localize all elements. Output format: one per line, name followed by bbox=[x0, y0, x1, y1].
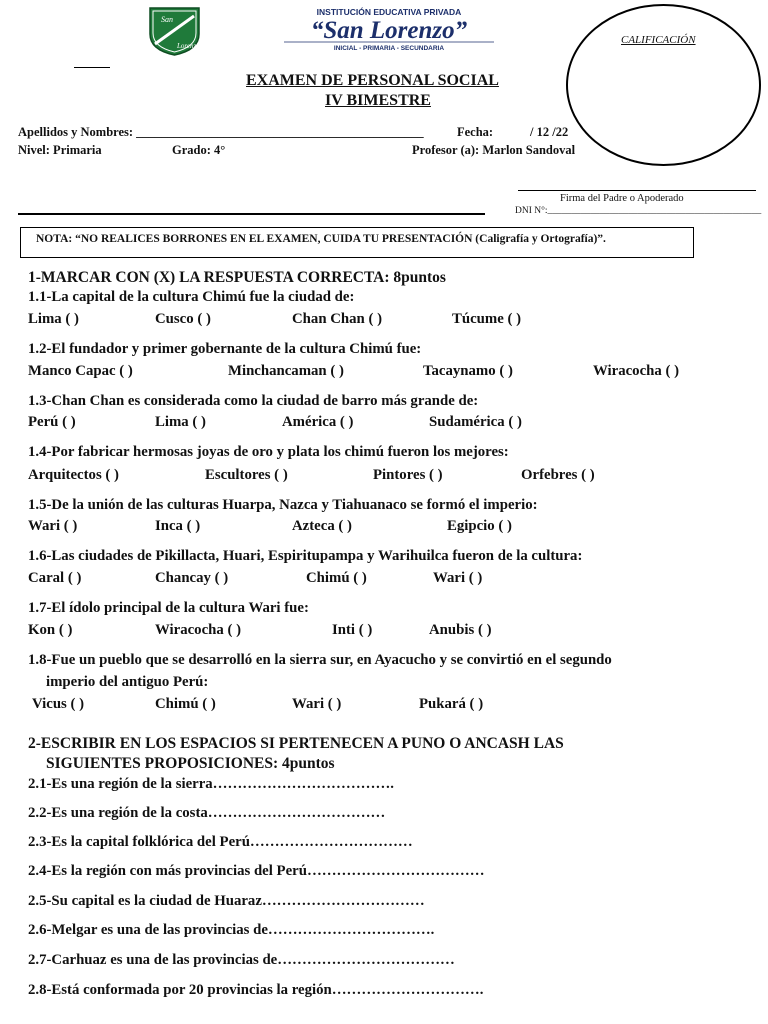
school-shield-logo bbox=[147, 6, 202, 56]
short-rule bbox=[74, 67, 110, 68]
fill-item[interactable]: 2.8-Está conformada por 20 provincias la región…………………………. bbox=[28, 982, 484, 998]
option[interactable]: Kon ( ) bbox=[28, 622, 73, 638]
option[interactable]: Chimú ( ) bbox=[306, 570, 367, 586]
exam-title: EXAMEN DE PERSONAL SOCIAL bbox=[246, 72, 499, 89]
option[interactable]: Egipcio ( ) bbox=[447, 518, 512, 534]
question-1-8: 1.8-Fue un pueblo que se desarrolló en la sierra sur, en Ayacucho y se convirtió en el segundo bbox=[28, 652, 612, 668]
option[interactable]: Wari ( ) bbox=[28, 518, 78, 534]
fill-item[interactable]: 2.4-Es la región con más provincias del Perú……………………………… bbox=[28, 863, 485, 879]
option[interactable]: Wiracocha ( ) bbox=[593, 363, 680, 379]
section2-heading: 2-ESCRIBIR EN LOS ESPACIOS SI PERTENECEN A PUNO O ANCASH LAS bbox=[28, 735, 564, 752]
option[interactable]: Azteca ( ) bbox=[292, 518, 352, 534]
note-text: NOTA: “NO REALICES BORRONES EN EL EXAMEN, CUIDA TU PRESENTACIÓN (Caligrafía y Ortografía)”. bbox=[36, 233, 606, 245]
option[interactable]: Arquitectos ( ) bbox=[28, 467, 119, 483]
fill-item[interactable]: 2.3-Es la capital folklórica del Perú…………………………… bbox=[28, 834, 413, 850]
fill-item[interactable]: 2.2-Es una región de la costa……………………………… bbox=[28, 805, 386, 821]
option[interactable]: Perú ( ) bbox=[28, 414, 76, 430]
option[interactable]: Tacaynamo ( ) bbox=[423, 363, 513, 379]
option[interactable]: Lima ( ) bbox=[28, 311, 79, 327]
option[interactable]: Wari ( ) bbox=[292, 696, 342, 712]
svg-text:San: San bbox=[161, 15, 173, 24]
option[interactable]: Wari ( ) bbox=[433, 570, 483, 586]
option[interactable]: Orfebres ( ) bbox=[521, 467, 595, 483]
option[interactable]: Chancay ( ) bbox=[155, 570, 229, 586]
option[interactable]: Inti ( ) bbox=[332, 622, 373, 638]
long-rule bbox=[18, 213, 485, 215]
date-value: / 12 /22 bbox=[530, 125, 569, 139]
svg-text:Lorenzo: Lorenzo bbox=[177, 42, 200, 50]
option[interactable]: Manco Capac ( ) bbox=[28, 363, 133, 379]
school-banner-logo bbox=[244, 5, 534, 55]
section2-heading-cont: SIGUIENTES PROPOSICIONES: 4puntos bbox=[46, 755, 335, 772]
nivel-label: Nivel: Primaria bbox=[18, 143, 102, 157]
calificacion-label: CALIFICACIÓN bbox=[621, 34, 696, 46]
option[interactable]: Pintores ( ) bbox=[373, 467, 443, 483]
fill-item[interactable]: 2.1-Es una región de la sierra………………………………. bbox=[28, 776, 394, 792]
option[interactable]: Sudamérica ( ) bbox=[429, 414, 522, 430]
svg-text:INICIAL - PRIMARIA - SECUNDARI: INICIAL - PRIMARIA - SECUNDARIA bbox=[333, 45, 445, 52]
fill-item[interactable]: 2.5-Su capital es la ciudad de Huaraz…………………………… bbox=[28, 893, 425, 909]
option[interactable]: Inca ( ) bbox=[155, 518, 201, 534]
option[interactable]: Escultores ( ) bbox=[205, 467, 288, 483]
option[interactable]: Anubis ( ) bbox=[429, 622, 492, 638]
section1-heading: 1-MARCAR CON (X) LA RESPUESTA CORRECTA: 8puntos bbox=[28, 269, 446, 286]
option[interactable]: Minchancaman ( ) bbox=[228, 363, 344, 379]
fill-item[interactable]: 2.6-Melgar es una de las provincias de……………………………. bbox=[28, 922, 435, 938]
option[interactable]: Pukará ( ) bbox=[419, 696, 484, 712]
option[interactable]: Wiracocha ( ) bbox=[155, 622, 242, 638]
option[interactable]: Vicus ( ) bbox=[32, 696, 85, 712]
date-label: Fecha: bbox=[457, 125, 494, 139]
question-1-7: 1.7-El ídolo principal de la cultura Wari fue: bbox=[28, 600, 309, 616]
question-1-2: 1.2-El fundador y primer gobernante de la cultura Chimú fue: bbox=[28, 341, 422, 357]
fill-item[interactable]: 2.7-Carhuaz es una de las provincias de……………………………… bbox=[28, 952, 455, 968]
question-1-8-cont: imperio del antiguo Perú: bbox=[46, 674, 209, 690]
option[interactable]: Chan Chan ( ) bbox=[292, 311, 383, 327]
names-field[interactable]: Apellidos y Nombres: ______________________________________________ bbox=[18, 125, 424, 139]
question-1-1: 1.1-La capital de la cultura Chimú fue la ciudad de: bbox=[28, 289, 355, 305]
question-1-3: 1.3-Chan Chan es considerada como la ciudad de barro más grande de: bbox=[28, 393, 479, 409]
grade-oval bbox=[566, 4, 761, 166]
option[interactable]: América ( ) bbox=[282, 414, 354, 430]
option[interactable]: Lima ( ) bbox=[155, 414, 206, 430]
signature-label: Firma del Padre o Apoderado bbox=[560, 193, 684, 204]
option[interactable]: Cusco ( ) bbox=[155, 311, 211, 327]
profesor-label: Profesor (a): Marlon Sandoval bbox=[412, 143, 576, 157]
question-1-6: 1.6-Las ciudades de Pikillacta, Huari, Espiritupampa y Warihuilca fueron de la cultura: bbox=[28, 548, 583, 564]
dni-field[interactable]: DNI N°:_____________________________________________ bbox=[515, 206, 762, 216]
option[interactable]: Túcume ( ) bbox=[452, 311, 522, 327]
signature-line[interactable] bbox=[518, 190, 756, 191]
option[interactable]: Chimú ( ) bbox=[155, 696, 216, 712]
grado-label: Grado: 4° bbox=[172, 143, 226, 157]
question-1-4: 1.4-Por fabricar hermosas joyas de oro y plata los chimú fueron los mejores: bbox=[28, 444, 509, 460]
question-1-5: 1.5-De la unión de las culturas Huarpa, Nazca y Tiahuanaco se formó el imperio: bbox=[28, 497, 538, 513]
exam-subtitle: IV BIMESTRE bbox=[325, 92, 431, 109]
svg-text:INSTITUCIÓN EDUCATIVA PRIVADA: INSTITUCIÓN EDUCATIVA PRIVADA bbox=[316, 7, 462, 17]
option[interactable]: Caral ( ) bbox=[28, 570, 82, 586]
svg-text:“San Lorenzo”: “San Lorenzo” bbox=[310, 17, 468, 44]
